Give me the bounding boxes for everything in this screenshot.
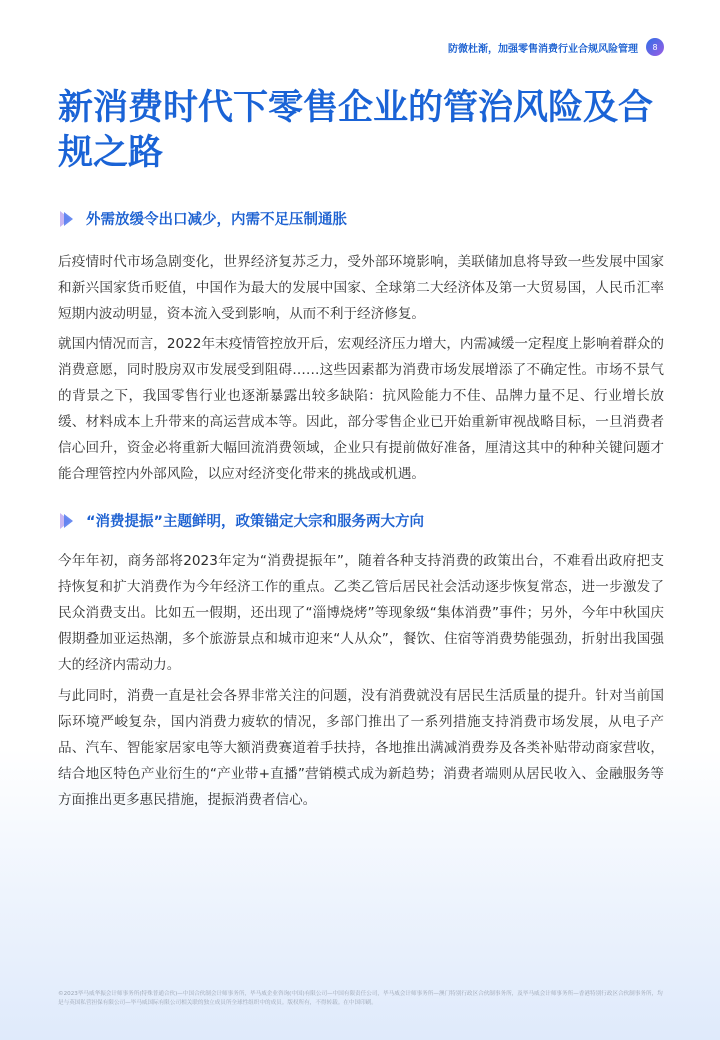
section-heading-2 — [58, 510, 424, 531]
paragraph: 与此同时，消费一直是社会各界非常关注的问题，没有消费就没有居民生活质量的提升。针对当前国际环境严峻复杂，国内消费力疲软的情况，多部门推出了一系列措施支持消费市场发展，从电子产品、汽车、智能家居家电等大额消费赛道着手扶持，各地推出满减消费券及各类补贴带动商家营收，结合地区特色产业衍生的“产业带+直播”营销模式成为新趋势；消费者端则从居民收入、金融服务等方面推出更多惠民措施，提振消费者信心。 — [58, 688, 664, 808]
chevron-right-icon — [58, 511, 78, 531]
paragraph: 今年年初，商务部将2023年定为“消费提振年”，随着各种支持消费的政策出台，不难看出政府把支持恢复和扩大消费作为今年经济工作的重点。乙类乙管后居民社会活动逐步恢复常态，进一步激发了民众消费支出。比如五一假期，还出现了“淄博烧烤”等现象级“集体消费”事件；另外，今年中秋国庆假期叠加亚运热潮，多个旅游景点和城市迎来“人从众”，餐饮、住宿等消费势能强劲，折射出我国强大的经济内需动力。 — [58, 553, 664, 673]
header-title: 防微杜渐，加强零售消费行业合规风险管理 — [448, 43, 638, 55]
section-heading-1 — [58, 208, 347, 229]
section-heading-text: “消费提振”主题鲜明，政策锚定大宗和服务两大方向 — [86, 514, 425, 530]
chevron-right-icon — [58, 209, 78, 229]
page-number-badge: 8 — [646, 38, 664, 56]
page-header — [448, 38, 664, 56]
paragraph: 后疫情时代市场急剧变化，世界经济复苏乏力，受外部环境影响，美联储加息将导致一些发展中国家和新兴国家货币贬值，中国作为最大的发展中国家、全球第二大经济体及第一大贸易国，人民币汇率短期内波动明显，资本流入受到影响，从而不利于经济修复。 — [58, 254, 664, 322]
paragraph: 就国内情况而言，2022年末疫情管控放开后，宏观经济压力增大，内需减缓一定程度上影响着群众的消费意愿，同时股房双市发展受到阻碍……这些因素都为消费市场发展增添了不确定性。市场不景气的背景之下，我国零售行业也逐渐暴露出较多缺陷：抗风险能力不佳、品牌力量不足、行业增长放缓、材料成本上升带来的高运营成本等。因此，部分零售企业已开始重新审视战略目标，一旦消费者信心回升，资金必将重新大幅回流消费领域，企业只有提前做好准备，厘清这其中的种种关键问题才能合理管控内外部风险，以应对经济变化带来的挑战或机遇。 — [58, 336, 664, 482]
page-title: 新消费时代下零售企业的管治风险及合规之路 — [58, 88, 654, 173]
section-heading-text: 外需放缓令出口减少，内需不足压制通胀 — [86, 212, 347, 228]
footer-copyright: ©2023毕马威华振会计师事务所(特殊普通合伙)—中国合伙制会计师事务所，毕马威企业咨询(中国)有限公司—中国有限责任公司，毕马威会计师事务所—澳门特别行政区合伙制事务所，及毕马威会计师事务所—香港特别行政区合伙制事务所，均是与英国私营担保有限公司—毕马威国际有限公司相关联的独立成员所全球性组织中的成员。版权所有，不得转载。在中国印刷。 — [58, 991, 663, 1006]
